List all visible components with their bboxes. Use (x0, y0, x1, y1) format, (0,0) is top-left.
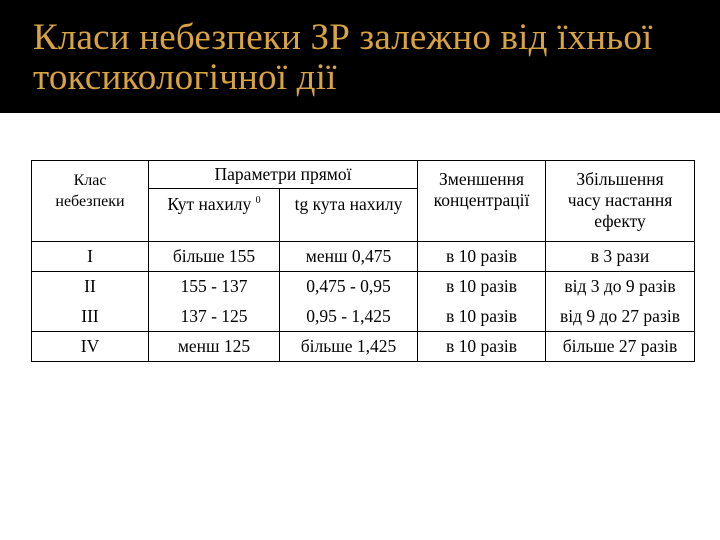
header-time-line3: ефекту (594, 211, 646, 231)
cell-time: більше 27 разів (546, 332, 695, 362)
slide-title-line1: Класи небезпеки ЗР залежно від їхньої (33, 17, 653, 58)
cell-angle: більше 155 (149, 242, 280, 272)
header-slope (149, 189, 280, 221)
cell-time: від 3 до 9 разів (546, 272, 695, 302)
header-time-line2: часу настання (567, 190, 673, 210)
header-slope-unit: 0 (255, 195, 261, 207)
table-header-row (32, 161, 695, 189)
cell-class: I (32, 242, 149, 272)
header-concentration (418, 161, 546, 242)
cell-tg: менш 0,475 (280, 242, 418, 272)
cell-concentration: в 10 разів (418, 302, 546, 332)
slide-title-line2: токсикологічної дії (33, 57, 337, 98)
header-class-line2: небезпеки (55, 193, 125, 210)
cell-class: III (32, 302, 149, 332)
header-class-line1: Клас (73, 172, 107, 189)
table-row (32, 332, 695, 362)
cell-angle: 137 - 125 (149, 302, 280, 332)
hazard-class-table (31, 160, 695, 362)
header-time-line1: Збільшення (576, 169, 664, 189)
header-class (32, 161, 149, 242)
cell-tg: 0,475 - 0,95 (280, 272, 418, 302)
cell-angle: 155 - 137 (149, 272, 280, 302)
table-row (32, 302, 695, 332)
cell-time: в 3 рази (546, 242, 695, 272)
header-time (546, 161, 695, 242)
cell-tg: 0,95 - 1,425 (280, 302, 418, 332)
header-conc-line2: концентрації (433, 190, 530, 210)
cell-concentration: в 10 разів (418, 332, 546, 362)
cell-time: від 9 до 27 разів (546, 302, 695, 332)
table-row (32, 272, 695, 302)
header-line-params: Параметри прямої (149, 161, 418, 189)
cell-concentration: в 10 разів (418, 272, 546, 302)
cell-class: IV (32, 332, 149, 362)
cell-class: II (32, 272, 149, 302)
slide-title (33, 18, 713, 98)
header-tg: tg кута нахилу (280, 189, 418, 221)
cell-tg: більше 1,425 (280, 332, 418, 362)
cell-angle: менш 125 (149, 332, 280, 362)
header-slope-label: Кут нахилу (167, 194, 252, 215)
header-conc-line1: Зменшення (439, 169, 524, 189)
table-row (32, 242, 695, 272)
cell-concentration: в 10 разів (418, 242, 546, 272)
